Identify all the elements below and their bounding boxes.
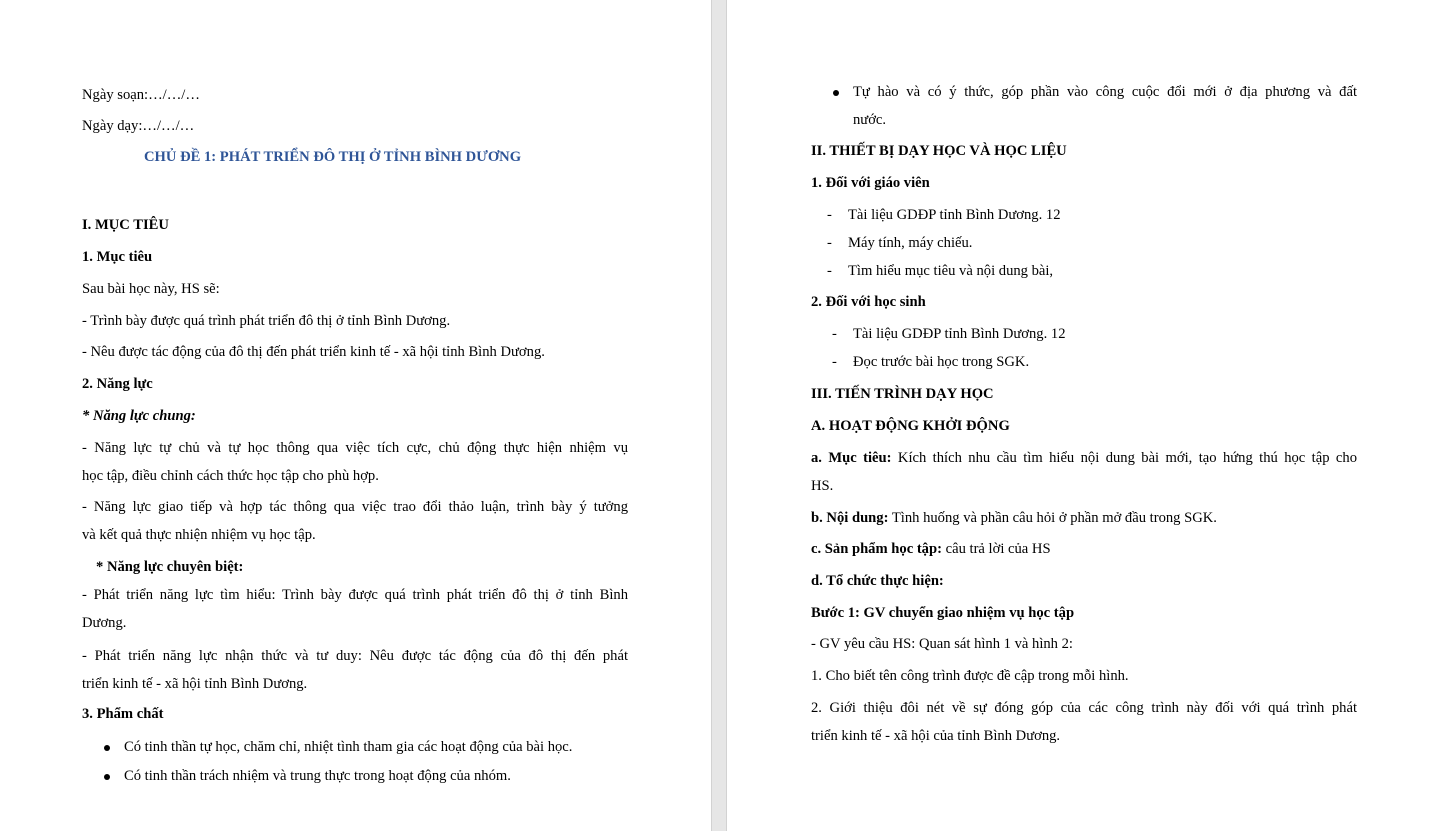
list-dash: - bbox=[827, 263, 832, 279]
student-item: Đọc trước bài học trong SGK. bbox=[853, 354, 1030, 370]
specific-competence-item-cont: triển kinh tế - xã hội tỉnh Bình Dương. bbox=[82, 676, 308, 692]
section-heading-objectives: I. MỤC TIÊU bbox=[82, 217, 169, 233]
organization-label: d. Tổ chức thực hiện: bbox=[811, 573, 944, 589]
list-dash: - bbox=[827, 235, 832, 251]
document-page-left bbox=[0, 0, 711, 831]
date-taught: Ngày dạy:…/…/… bbox=[82, 118, 195, 134]
content-label: b. Nội dung: bbox=[811, 510, 889, 526]
question-item-cont: triển kinh tế - xã hội của tỉnh Bình Dương. bbox=[811, 728, 1061, 744]
quality-item: Có tinh thần tự học, chăm chỉ, nhiệt tình tham gia các hoạt động của bài học. bbox=[124, 739, 573, 755]
subheading-specific-competence: * Năng lực chuyên biệt: bbox=[96, 559, 244, 575]
step-heading: Bước 1: GV chuyển giao nhiệm vụ học tập bbox=[811, 605, 1075, 621]
subheading-warmup: A. HOẠT ĐỘNG KHỞI ĐỘNG bbox=[811, 418, 1010, 434]
topic-title: CHỦ ĐỀ 1: PHÁT TRIỂN ĐÔ THỊ Ở TỈNH BÌNH DƯƠNG bbox=[144, 149, 522, 165]
teacher-request: - GV yêu cầu HS: Quan sát hình 1 và hình 2: bbox=[811, 636, 1073, 652]
specific-competence-item-cont: Dương. bbox=[82, 615, 127, 631]
list-dash: - bbox=[832, 354, 837, 370]
section-heading-process: III. TIẾN TRÌNH DẠY HỌC bbox=[811, 386, 994, 402]
subheading-general-competence: * Năng lực chung: bbox=[82, 408, 196, 424]
section-heading-equipment: II. THIẾT BỊ DẠY HỌC VÀ HỌC LIỆU bbox=[811, 143, 1067, 159]
subheading-qualities: 3. Phẩm chất bbox=[82, 706, 164, 722]
specific-competence-item: - Phát triển năng lực tìm hiểu: Trình bày được quá trình phát triển đô thị ở tỉnh Bình bbox=[82, 587, 628, 603]
list-dash: - bbox=[832, 326, 837, 342]
competence-item: - Năng lực giao tiếp và hợp tác thông qua việc trao đổi thảo luận, trình bày ý tưởng bbox=[82, 499, 628, 515]
content-text: Tình huống và phần câu hỏi ở phần mở đầu trong SGK. bbox=[888, 510, 1217, 526]
product-text: câu trả lời của HS bbox=[941, 541, 1051, 557]
intro-line: Sau bài học này, HS sẽ: bbox=[82, 281, 220, 297]
subheading-teacher: 1. Đối với giáo viên bbox=[811, 175, 930, 191]
question-item: 2. Giới thiệu đôi nét về sự đóng góp của các công trình này đối với quá trình phát bbox=[811, 700, 1357, 716]
goal-item: - Nêu được tác động của đô thị đến phát triển kinh tế - xã hội tỉnh Bình Dương. bbox=[82, 344, 545, 360]
quality-item-cont: nước. bbox=[853, 112, 887, 128]
subheading-objectives: 1. Mục tiêu bbox=[82, 249, 153, 265]
content-line bbox=[811, 509, 1217, 527]
competence-item: - Năng lực tự chủ và tự học thông qua việc tích cực, chủ động thực hiện nhiệm vụ bbox=[82, 440, 628, 456]
teacher-item: Máy tính, máy chiếu. bbox=[848, 235, 973, 251]
objective-text: Kích thích nhu cầu tìm hiểu nội dung bài mới, tạo hứng thú học tập cho bbox=[891, 450, 1357, 466]
student-item: Tài liệu GDĐP tỉnh Bình Dương. 12 bbox=[853, 326, 1066, 342]
competence-item-cont: học tập, điều chỉnh cách thức học tập cho phù hợp. bbox=[82, 468, 379, 484]
document-page-right bbox=[727, 0, 1435, 831]
bullet-icon bbox=[104, 745, 110, 751]
specific-competence-item: - Phát triển năng lực nhận thức và tư duy: Nêu được tác động của đô thị đến phát bbox=[82, 648, 628, 664]
product-label: c. Sản phẩm học tập: bbox=[811, 541, 942, 557]
product-line bbox=[811, 540, 1051, 558]
quality-item: Tự hào và có ý thức, góp phần vào công cuộc đổi mới ở địa phương và đất bbox=[853, 84, 1357, 100]
goal-item: - Trình bày được quá trình phát triển đô thị ở tỉnh Bình Dương. bbox=[82, 313, 451, 329]
bullet-icon bbox=[104, 774, 110, 780]
quality-item: Có tinh thần trách nhiệm và trung thực trong hoạt động của nhóm. bbox=[124, 768, 511, 784]
teacher-item: Tài liệu GDĐP tỉnh Bình Dương. 12 bbox=[848, 207, 1061, 223]
teacher-item: Tìm hiểu mục tiêu và nội dung bài, bbox=[848, 263, 1054, 279]
date-prepared: Ngày soạn:…/…/… bbox=[82, 87, 200, 103]
objective-line-cont: HS. bbox=[811, 478, 834, 494]
objective-label: a. Mục tiêu: bbox=[811, 450, 892, 466]
objective-line bbox=[811, 449, 1357, 467]
competence-item-cont: và kết quả thực nhiện nhiệm vụ học tập. bbox=[82, 527, 316, 543]
list-dash: - bbox=[827, 207, 832, 223]
question-item: 1. Cho biết tên công trình được đề cập trong mỗi hình. bbox=[811, 668, 1129, 684]
bullet-icon bbox=[833, 90, 839, 96]
page-gutter bbox=[711, 0, 727, 831]
subheading-student: 2. Đối với học sinh bbox=[811, 294, 926, 310]
subheading-competence: 2. Năng lực bbox=[82, 376, 153, 392]
